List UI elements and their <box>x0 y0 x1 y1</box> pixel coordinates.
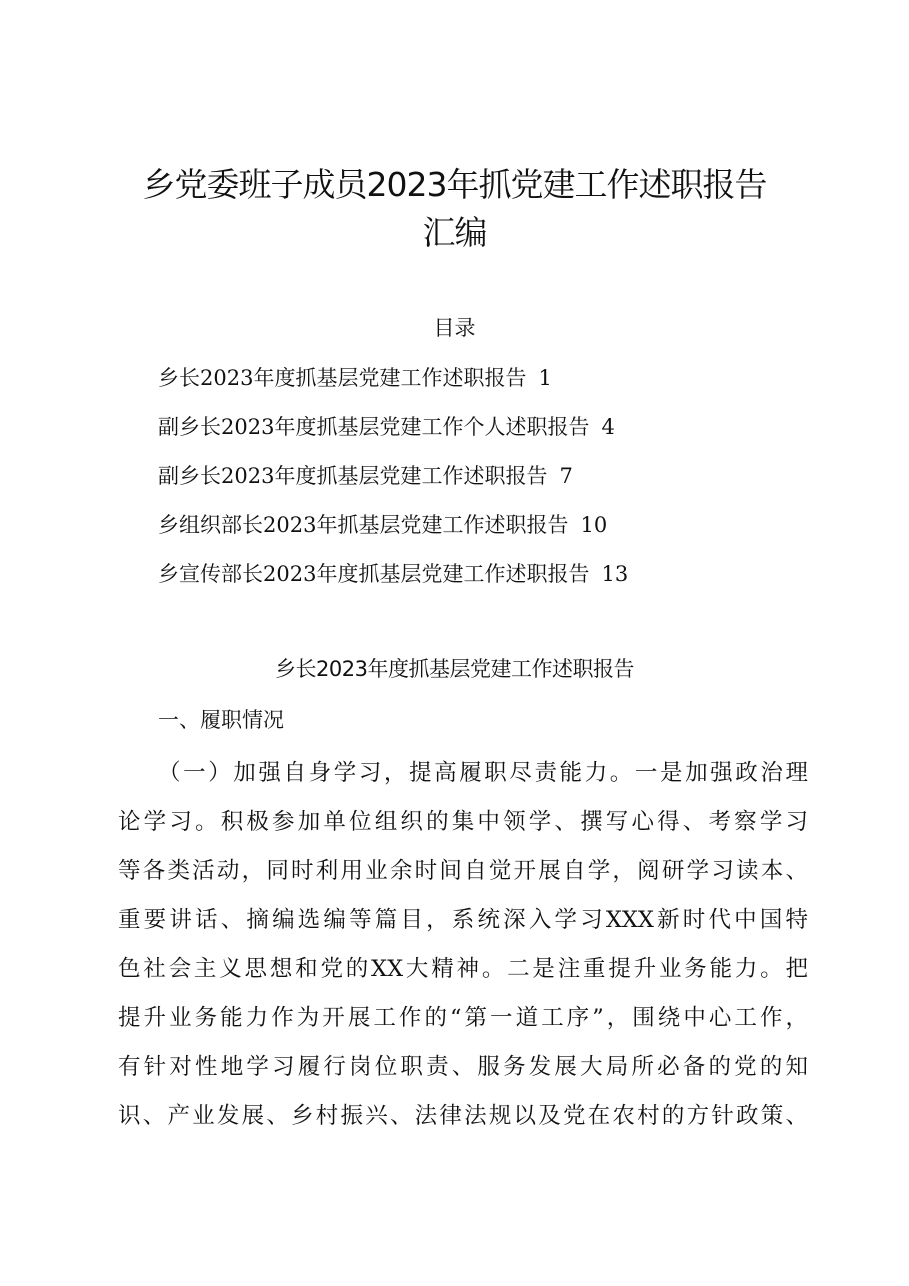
toc-item-label: 副乡长2023年度抓基层党建工作述职报告 <box>158 464 548 488</box>
section-title: 乡长2023年度抓基层党建工作述职报告 <box>275 657 634 681</box>
section-subheading: 一、履职情况 <box>158 708 284 732</box>
toc-heading: 目录 <box>433 316 476 340</box>
toc-item[interactable] <box>158 362 628 411</box>
toc-item-label: 副乡长2023年度抓基层党建工作个人述职报告 <box>158 415 590 439</box>
body-line: 色社会主义思想和党的XX大精神。二是注重提升业务能力。把 <box>118 956 808 982</box>
toc-item-label: 乡组织部长2023年抓基层党建工作述职报告 <box>158 513 569 537</box>
toc-item[interactable] <box>158 509 628 558</box>
toc-item-page: 1 <box>538 366 552 390</box>
toc-item-page: 7 <box>559 464 573 488</box>
table-of-contents <box>158 362 628 607</box>
toc-item-page: 10 <box>580 513 608 537</box>
body-line: 论学习。积极参加单位组织的集中领学、撰写心得、考察学习 <box>118 809 808 835</box>
body-paragraph <box>118 753 818 1145</box>
toc-item[interactable] <box>158 460 628 509</box>
body-line: 等各类活动，同时利用业余时间自觉开展自学，阅研学习读本、 <box>118 858 808 884</box>
body-line: 有针对性地学习履行岗位职责、服务发展大局所必备的党的知 <box>118 1054 808 1080</box>
toc-item-label: 乡宣传部长2023年度抓基层党建工作述职报告 <box>158 562 590 586</box>
body-line: 识、产业发展、乡村振兴、法律法规以及党在农村的方针政策、 <box>118 1103 808 1129</box>
toc-item[interactable] <box>158 558 628 607</box>
toc-item-page: 13 <box>601 562 629 586</box>
body-line: 重要讲话、摘编选编等篇目，系统深入学习XXX新时代中国特 <box>118 907 808 933</box>
body-line: （一）加强自身学习，提高履职尽责能力。一是加强政治理 <box>158 760 808 786</box>
document-title-continued: 汇编 <box>422 213 487 252</box>
toc-item-label: 乡长2023年度抓基层党建工作述职报告 <box>158 366 527 390</box>
toc-item[interactable] <box>158 411 628 460</box>
body-line: 提升业务能力作为开展工作的“第一道工序”，围绕中心工作， <box>118 1005 808 1031</box>
document-title: 乡党委班子成员2023年抓党建工作述职报告 <box>142 165 767 204</box>
toc-item-page: 4 <box>601 415 615 439</box>
